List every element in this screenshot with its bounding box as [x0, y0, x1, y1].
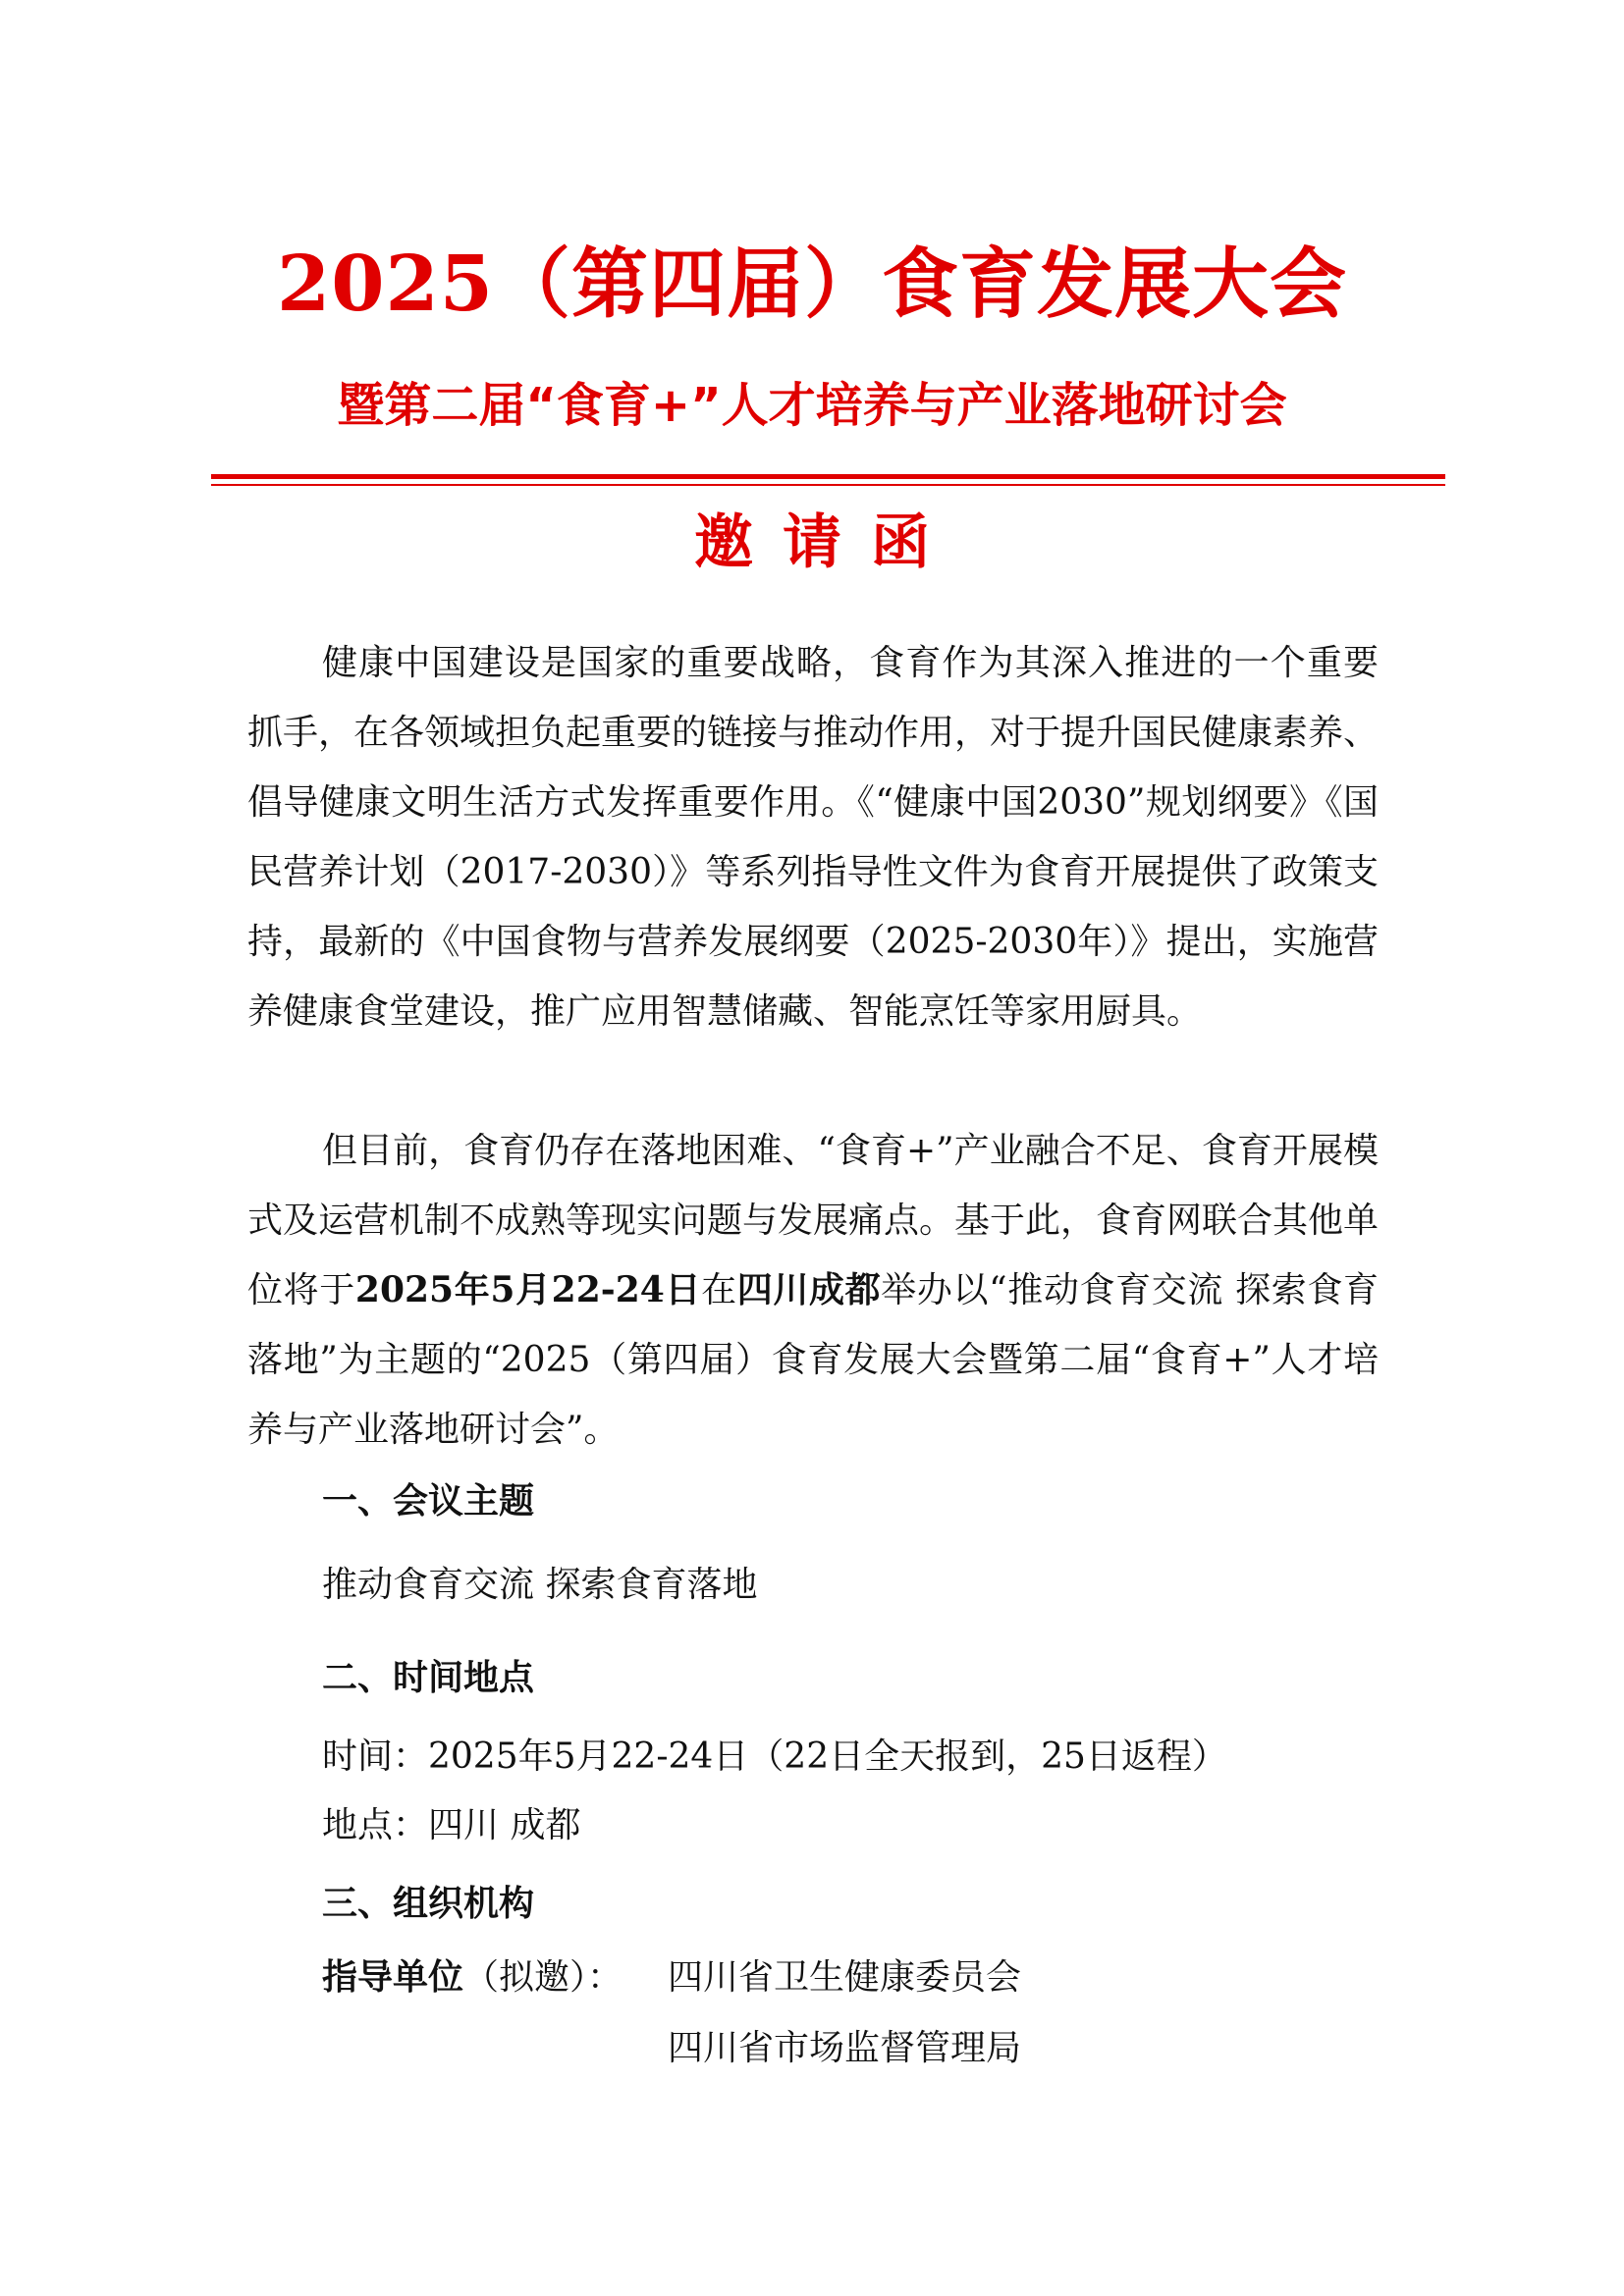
event-date: 2025年5月22-24日 [354, 1269, 702, 1310]
guide-unit-item: 四川省市场监督管理局 [668, 2028, 1022, 2068]
event-place: 四川成都 [736, 1269, 882, 1310]
guide-unit-label [322, 1949, 623, 2007]
document-subtitle: 暨第二届“食育+”人才培养与产业落地研讨会 [337, 378, 1287, 433]
section-heading-theme: 一、会议主题 [322, 1481, 535, 1522]
guide-unit-note: （拟邀）： [463, 1957, 623, 1998]
invitation-heading: 邀请函 [694, 508, 959, 577]
section-heading-organization: 三、组织机构 [322, 1884, 535, 1924]
paragraph2-part3: 举办以“推动食育交流 探索食育落地”为主题的“2025（第四届）食育发展大会暨第二届“食育+”人才培养与产业落地研讨会”。 [247, 1270, 1379, 1450]
intro-paragraph-2 [247, 1116, 1379, 1465]
intro-paragraph-1 [247, 628, 1379, 1046]
intro-paragraph-1-text: 健康中国建设是国家的重要战略，食育作为其深入推进的一个重要抓手，在各领域担负起重要的链接与推动作用，对于提升国民健康素养、倡导健康文明生活方式发挥重要作用。《“健康中国2030”规划纲要》《国民营养计划（2017-2030）》等系列指导性文件为食育开展提供了政策支持，最新的《中国食物与营养发展纲要（2025-2030年）》提出，实施营养健康食堂建设，推广应用智慧储藏、智能烹饪等家用厨具。 [247, 643, 1380, 1032]
theme-content: 推动食育交流 探索食育落地 [322, 1565, 758, 1605]
guide-unit-item: 四川省卫生健康委员会 [668, 1957, 1022, 1998]
document-title: 2025（第四届）食育发展大会 [276, 240, 1348, 329]
paragraph2-part1: 但目前，食育仍存在落地困难、“食育+”产业融合不足、食育开展模式及运营机制不成熟等现实问题与发展痛点。基于此，食育网联合其他单位将于 [247, 1131, 1380, 1310]
section-heading-time-place: 二、时间地点 [322, 1658, 535, 1698]
header-rule-thick [211, 474, 1445, 479]
event-location: 地点：四川 成都 [322, 1805, 581, 1845]
guide-unit-label-text: 指导单位 [322, 1957, 464, 1998]
header-rule-thin [211, 484, 1445, 486]
paragraph2-part2: 在 [701, 1270, 737, 1310]
intro-paragraph-2-text [247, 1116, 1379, 1465]
event-time: 时间：2025年5月22-24日（22日全天报到，25日返程） [322, 1736, 1227, 1777]
